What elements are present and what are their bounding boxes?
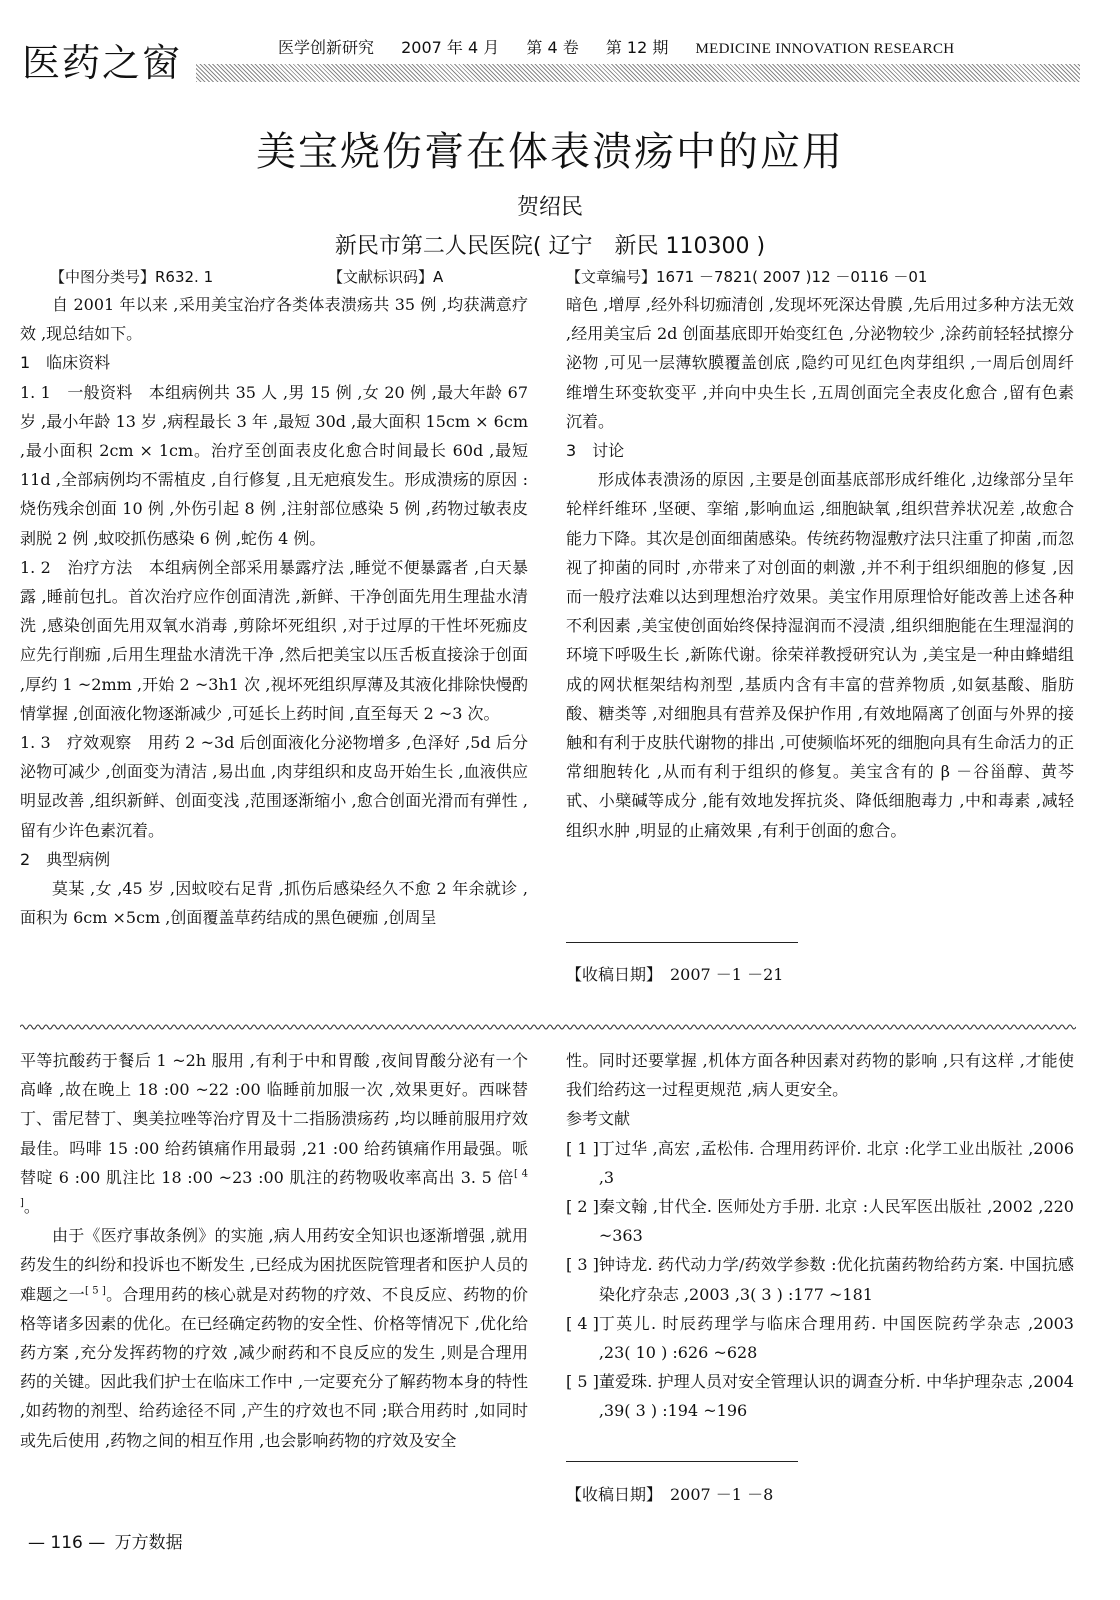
- issue-date: 2007 年 4 月: [401, 38, 500, 57]
- case-paragraph-continued: 暗色 ,增厚 ,经外科切痂清创 ,发现坏死深达骨膜 ,先后用过多种方法无效 ,经用美宝后 2d 创面基底即开始变红色 ,分泌物较少 ,涂药前轻轻拭擦分泌物 ,可见一层薄软膜覆盖创底 ,隐约可见红色肉芽组织 ,一周后创周纤维增生环变软变平 ,并向中央生长 ,五周创面完全表皮化愈合 ,留有色素沉着。: [566, 295, 1074, 431]
- discussion-paragraph: 形成体表溃汤的原因 ,主要是创面基底部形成纤维化 ,边缘部分呈年轮样纤维环 ,坚硬、挛缩 ,影响血运 ,细胞缺氧 ,组织营养状况差 ,故愈合能力下降。其次是创面细菌感染。传统药物湿敷疗法只注重了抑菌 ,而忽视了抑菌的同时 ,亦带来了对创面的刺激 ,并不利于组织细胞的修复 ,因而一般疗法难以达到理想治疗效果。美宝作用原理恰好能改善上述各种不利因素 ,美宝使创面始终保持湿润而不浸渍 ,组织细胞能在生理湿润的环境下呼吸生长 ,新陈代谢。徐荣祥教授研究认为 ,美宝是一种由蜂蜡组成的网状框架结构剂型 ,基质内含有丰富的营养物质 ,如氨基酸、脂肪酸、糖类等 ,对细胞具有营养及保护作用 ,有效地隔离了创面与外界的接触和有利于皮肤代谢物的排出 ,可使频临坏死的细胞向具有生命活力的正常细胞转化 ,从而有利于组织的修复。美宝含有的 β －谷甾醇、黄芩甙、小檗碱等成分 ,能有效地发挥抗炎、降低细胞毒力 ,中和毒素 ,减轻组织水肿 ,明显的止痛效果 ,有利于创面的愈合。: [566, 470, 1074, 840]
- source-watermark: 万方数据: [114, 1533, 183, 1553]
- received-date: 【收稿日期】 2007 －1 －21: [566, 965, 784, 984]
- reference-item: [566, 1250, 1074, 1308]
- column-bottom-right: [566, 1046, 1074, 1426]
- prev-paragraph-2-text: 由于《医疗事故条例》的实施 ,病人用药安全知识也逐渐增强 ,就用药发生的纠纷和投诉也不断发生 ,已经成为困扰医院管理者和医护人员的难题之一: [20, 1226, 528, 1304]
- references-heading: 参考文献: [566, 1109, 631, 1129]
- prev-article-paragraph-1: [20, 1046, 528, 1221]
- header-hatch-bar: [196, 64, 1080, 82]
- received-rule: [566, 942, 798, 943]
- intro-paragraph: 自 2001 年以来 ,采用美宝治疗各类体表溃疡共 35 例 ,均获满意疗效 ,现总结如下。: [20, 295, 528, 344]
- reference-text: 秦文翰 ,甘代全. 医师处方手册. 北京 :人民军医出版社 ,2002 ,220 ~363: [598, 1197, 1074, 1246]
- page-footer: [28, 1528, 183, 1553]
- document-code: 【文献标识码】A: [328, 268, 444, 286]
- reference-number: [ 5 ]: [566, 1372, 599, 1392]
- reference-item: [566, 1134, 1074, 1192]
- reference-text: 钟诗龙. 药代动力学/药效学参数 :优化抗菌药物给药方案. 中国抗感染化疗杂志 ,2003 ,3( 3 ) :177 ~181: [598, 1255, 1074, 1304]
- reference-item: [566, 1192, 1074, 1250]
- citation-5: [ 5 ]: [84, 1285, 106, 1297]
- article-separator-wave: [20, 1022, 1076, 1032]
- citation-4: [ 4 ]: [20, 1168, 528, 1209]
- paragraph-1-2: 1. 2 治疗方法 本组病例全部采用暴露疗法 ,睡觉不便暴露者 ,白天暴露 ,睡前包扎。首次治疗应作创面清洗 ,新鲜、干净创面先用生理盐水清洗 ,感染创面先用双氧水消毒 ,剪除坏死组织 ,对于过厚的干性坏死痂皮应先行削痂 ,后用生理盐水清洗干净 ,然后把美宝以压舌板直接涂于创面 ,厚约 1 ~2mm ,开始 2 ~3h1 次 ,视坏死组织厚薄及其液化排除快慢酌情掌握 ,创面液化物逐渐减少 ,可延长上药时间 ,直至每天 2 ~3 次。: [20, 557, 528, 723]
- journal-name-cn: 医学创新研究: [278, 38, 375, 57]
- reference-item: [566, 1367, 1074, 1425]
- reference-text: 丁英儿. 时辰药理学与临床合理用药. 中国医院药学杂志 ,2003 ,23( 10 ) :626 ~628: [598, 1313, 1074, 1363]
- reference-number: [ 1 ]: [566, 1138, 599, 1158]
- section-brand: 医药之窗: [22, 41, 183, 85]
- column-top-right: [566, 290, 1074, 845]
- column-bottom-left: [20, 1046, 528, 1455]
- article-affiliation: 新民市第二人民医院( 辽宁 新民 110300 ): [334, 234, 766, 259]
- volume: 第 4 卷: [526, 38, 579, 57]
- paragraph-1-3: 1. 3 疗效观察 用药 2 ~3d 后创面液化分泌物增多 ,色泽好 ,5d 后分泌物可减少 ,创面变为清洁 ,易出血 ,肉芽组织和皮岛开始生长 ,血液供应明显改善 ,组织新鲜、创面变浅 ,范围逐渐缩小 ,愈合创面光滑而有弹性 ,留有少许色素沉着。: [20, 733, 528, 840]
- reference-item: [566, 1309, 1074, 1367]
- journal-name-en: MEDICINE INNOVATION RESEARCH: [695, 41, 955, 57]
- reference-number: [ 2 ]: [566, 1197, 599, 1217]
- journal-header: [278, 35, 954, 58]
- prev-article-paragraph-3: 性。同时还要掌握 ,机体方面各种因素对药物的影响 ,只有这样 ,才能使我们给药这一过程更规范 ,病人更安全。: [566, 1051, 1074, 1100]
- section-heading-2: 2 典型病例: [20, 849, 111, 869]
- page-number: — 116 —: [28, 1533, 106, 1553]
- reference-text: 董爱珠. 护理人员对安全管理认识的调查分析. 中华护理杂志 ,2004 ,39( 3 ) :194 ~196: [598, 1372, 1074, 1421]
- section-heading-3: 3 讨论: [566, 441, 625, 461]
- issue-number: 第 12 期: [605, 38, 669, 57]
- article-id: 【文章编号】1671 －7821( 2007 )12 －0116 －01: [566, 268, 928, 286]
- column-top-left: [20, 290, 528, 932]
- reference-text: 丁过华 ,高宏 ,孟松伟. 合理用药评价. 北京 :化学工业出版社 ,2006 ,3: [598, 1138, 1074, 1187]
- article-title: 美宝烧伤膏在体表溃疡中的应用: [256, 129, 844, 175]
- section-heading-1: 1 临床资料: [20, 353, 111, 373]
- article-author: 贺绍民: [516, 195, 583, 220]
- paragraph-1-1: 1. 1 一般资料 本组病例共 35 人 ,男 15 例 ,女 20 例 ,最大年龄 67 岁 ,最小年龄 13 岁 ,病程最长 3 年 ,最短 30d ,最大面积 15cm × 6cm ,最小面积 2cm × 1cm。治疗至创面表皮化愈合时间最长 60d ,最短 11d ,全部病例均不需植皮 ,自行修复 ,且无疤痕发生。形成溃疡的原因 :烧伤残余创面 10 例 ,外伤引起 8 例 ,注射部位感染 5 例 ,药物过敏表皮剥脱 2 例 ,蚊咬抓伤感染 6 例 ,蛇伤 4 例。: [20, 382, 528, 548]
- reference-number: [ 4 ]: [566, 1313, 599, 1333]
- prev-paragraph-2-end: 。合理用药的核心就是对药物的疗效、不良反应、药物的价格等诸多因素的优化。在已经确定药物的安全性、价格等情况下 ,优化给药方案 ,充分发挥药物的疗效 ,减少耐药和不良反应的发生 ,则是合理用药的关键。因此我们护士在临床工作中 ,一定要充分了解药物本身的特性 ,如药物的剂型、给药途径不同 ,产生的疗效也不同 ;联合用药时 ,如同时或先后使用 ,药物之间的相互作用 ,也会影响药物的疗效及安全: [20, 1284, 528, 1450]
- reference-list: [566, 1134, 1074, 1426]
- prev-paragraph-1-text: 平等抗酸药于餐后 1 ~2h 服用 ,有利于中和胃酸 ,夜间胃酸分泌有一个高峰 ,故在晚上 18 :00 ~22 :00 临睡前加服一次 ,效果更好。西咪替丁、雷尼替丁、奥美拉唑等治疗胃及十二指肠溃疡药 ,均以睡前服用疗效最佳。吗啡 15 :00 给药镇痛作用最弱 ,21 :00 给药镇痛作用最强。哌替啶 6 :00 肌注比 18 :00 ~23 :00 肌注的药物吸收率高出 3. 5 倍: [20, 1051, 528, 1187]
- case-paragraph: 莫某 ,女 ,45 岁 ,因蚊咬右足背 ,抓伤后感染经久不愈 2 年余就诊 ,面积为 6cm ×5cm ,创面覆盖草药结成的黑色硬痂 ,创周呈: [20, 879, 528, 928]
- reference-number: [ 3 ]: [566, 1255, 599, 1275]
- received-rule: [566, 1461, 798, 1462]
- prev-article-paragraph-2: [20, 1221, 528, 1455]
- prev-paragraph-1-end: 。: [23, 1197, 40, 1217]
- received-date: 【收稿日期】 2007 －1 －8: [566, 1485, 774, 1504]
- clc-number: 【中图分类号】R632. 1: [50, 268, 214, 286]
